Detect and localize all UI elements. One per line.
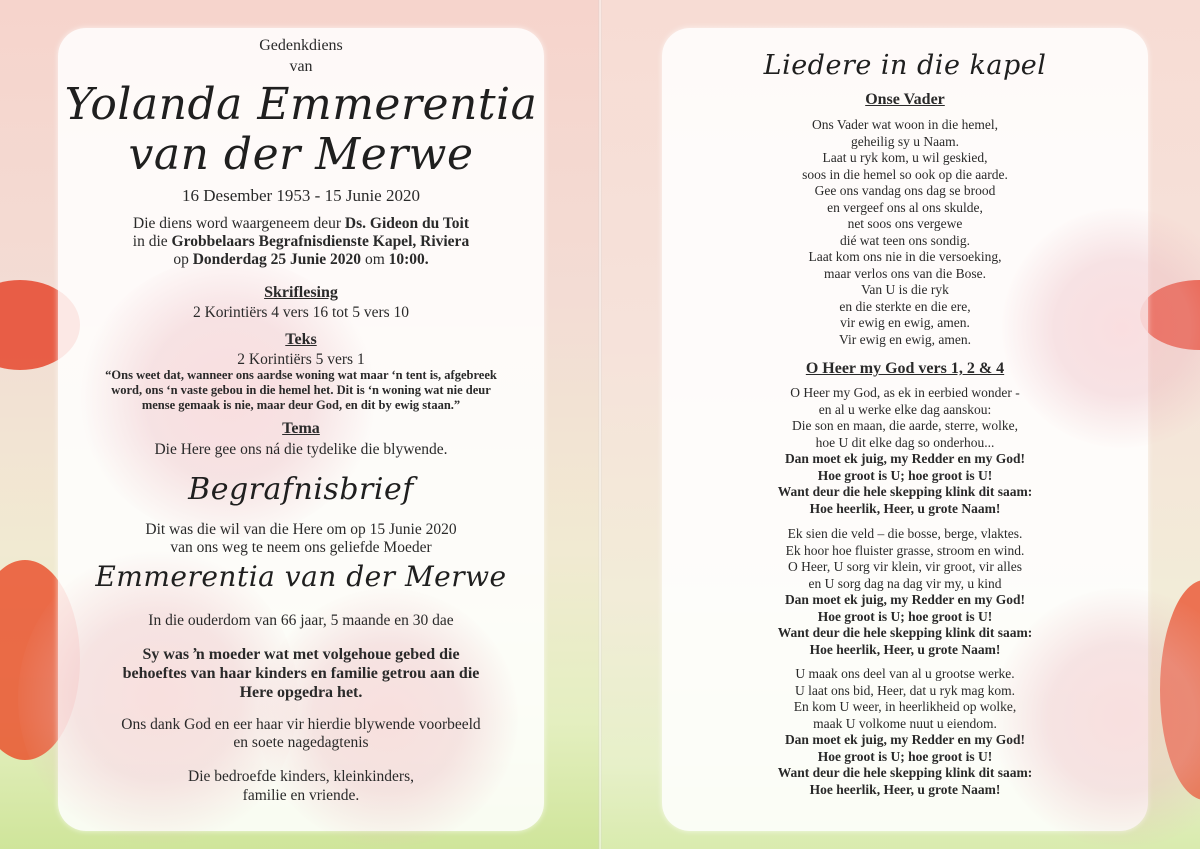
- teks-quote-line: “Ons weet dat, wanneer ons aardse woning wat maar ‘n tent is, afgebreek: [105, 368, 497, 382]
- skriflesing-text: 2 Korintiërs 4 vers 16 tot 5 vers 10: [192, 304, 410, 321]
- family-line: familie en vriende.: [242, 787, 360, 804]
- refrain-line: Dan moet ek juig, my Redder en my God!: [784, 732, 1026, 747]
- song1-title: Onse Vader: [865, 91, 945, 108]
- lyric-line: Ek hoor hoe fluister grasse, stroom en wind.: [785, 542, 1025, 558]
- lyric-line: Laat u ryk kom, u wil geskied,: [822, 150, 988, 165]
- songs-heading: Liedere in die kapel: [763, 50, 1047, 81]
- teks-quote-line: mense gemaak is nie, maar deur God, en dit by ewig staan.”: [141, 398, 461, 412]
- refrain-line: Hoe heerlik, Heer, u grote Naam!: [809, 781, 1001, 797]
- lyric-line: en al u werke elke dag aanskou:: [818, 401, 992, 417]
- lyric-line: maar verlos ons van die Bose.: [824, 265, 986, 281]
- song2-title: O Heer my God vers 1, 2 & 4: [805, 360, 1005, 377]
- refrain-line: Hoe heerlik, Heer, u grote Naam!: [809, 500, 1001, 516]
- tema-text: Die Here gee ons ná die tydelike die blywende.: [154, 441, 448, 458]
- page-fold: [598, 0, 602, 849]
- lyric-line: Vir ewig en ewig, amen.: [839, 331, 971, 347]
- tema-heading: Tema: [282, 420, 320, 437]
- family-line: Die bedroefde kinders, kleinkinders,: [188, 768, 414, 785]
- lyric-line: en U sorg dag na dag vir my, u kind: [808, 575, 1002, 591]
- lyric-line: Die son en maan, die aarde, sterre, wolke,: [791, 418, 1019, 433]
- refrain-line: Want deur die hele skepping klink dit saam:: [777, 765, 1033, 780]
- skriflesing-heading: Skriflesing: [264, 284, 338, 301]
- teks-heading: Teks: [285, 331, 317, 348]
- lyric-line: net soos ons vergewe: [847, 216, 963, 231]
- lyric-line: en vergeef ons al ons skulde,: [827, 199, 983, 215]
- intro-van: van: [289, 58, 313, 75]
- lyric-line: Gee ons vandag ons dag se brood: [814, 183, 996, 198]
- lyric-line: En kom U weer, in heerlikheid op wolke,: [793, 699, 1017, 714]
- tribute-line: Here opgedra het.: [239, 684, 363, 701]
- song2-verse-2: [662, 526, 1148, 658]
- lyric-line: soos in die hemel so ook op die aarde.: [802, 166, 1008, 182]
- lyric-line: geheilig sy u Naam.: [851, 133, 959, 149]
- service-line-1: Die diens word waargeneem deur Ds. Gideon du Toit: [133, 215, 469, 232]
- refrain-line: Hoe groot is U; hoe groot is U!: [817, 467, 993, 483]
- lyric-line: O Heer my God, as ek in eerbied wonder -: [790, 385, 1020, 400]
- lyric-line: U laat ons bid, Heer, dat u ryk mag kom.: [795, 682, 1015, 698]
- lyric-line: Laat kom ons nie in die versoeking,: [808, 249, 1002, 264]
- lyric-line: Ek sien die veld – die bosse, berge, vlaktes.: [787, 526, 1023, 541]
- lyric-line: hoe U dit elke dag so onderhou...: [815, 434, 995, 450]
- refrain-line: Want deur die hele skepping klink dit saam:: [777, 484, 1033, 499]
- teks-quote-line: word, ons ‘n vaste gebou in die hemel het. Dit is ‘n woning wat nie deur: [111, 383, 491, 397]
- deceased-name-line-2: van der Merwe: [128, 129, 474, 180]
- song2-verse-4: [662, 666, 1148, 798]
- lyric-line: maak U volkome nuut u eiendom.: [813, 715, 997, 731]
- lyric-line: Van U is die ryk: [861, 282, 949, 297]
- refrain-line: Hoe groot is U; hoe groot is U!: [817, 748, 993, 764]
- lyric-line: Ons Vader wat woon in die hemel,: [811, 117, 999, 132]
- refrain-line: Hoe heerlik, Heer, u grote Naam!: [809, 641, 1001, 657]
- refrain-line: Dan moet ek juig, my Redder en my God!: [784, 451, 1026, 466]
- service-line-3: op Donderdag 25 Junie 2020 om 10:00.: [173, 251, 429, 268]
- thanks-line: Ons dank God en eer haar vir hierdie blywende voorbeeld: [121, 716, 481, 733]
- refrain-line: Dan moet ek juig, my Redder en my God!: [784, 592, 1026, 607]
- brief-name: Emmerentia van der Merwe: [95, 560, 507, 593]
- teks-reference: 2 Korintiërs 5 vers 1: [237, 351, 365, 368]
- refrain-line: Hoe groot is U; hoe groot is U!: [817, 608, 993, 624]
- lyric-line: O Heer, U sorg vir klein, vir groot, vir alles: [788, 559, 1022, 574]
- deceased-name-line-1: Yolanda Emmerentia: [64, 79, 538, 130]
- intro-text: Gedenkdiens: [259, 37, 343, 54]
- lyric-line: dié wat teen ons sondig.: [839, 232, 971, 248]
- lyric-line: U maak ons deel van al u grootse werke.: [795, 666, 1015, 681]
- tribute-line: behoeftes van haar kinders en familie getrou aan die: [122, 665, 480, 682]
- service-line-2: in die Grobbelaars Begrafnisdienste Kapel, Riviera: [132, 233, 470, 250]
- life-dates: 16 Desember 1953 - 15 Junie 2020: [182, 186, 420, 205]
- song2-verse-1: [662, 385, 1148, 517]
- song1-lyrics: [662, 117, 1148, 348]
- refrain-line: Want deur die hele skepping klink dit saam:: [777, 625, 1033, 640]
- brief-line: van ons weg te neem ons geliefde Moeder: [170, 539, 432, 556]
- age-text: In die ouderdom van 66 jaar, 5 maande en 30 dae: [148, 612, 454, 629]
- thanks-line: en soete nagedagtenis: [233, 734, 369, 751]
- lyric-line: vir ewig en ewig, amen.: [840, 315, 970, 330]
- begrafnisbrief-heading: Begrafnisbrief: [188, 472, 414, 507]
- lyric-line: en die sterkte en die ere,: [839, 298, 971, 314]
- brief-line: Dit was die wil van die Here om op 15 Junie 2020: [145, 521, 457, 538]
- tribute-line: Sy was ŉ moeder wat met volgehoue gebed die: [142, 646, 460, 663]
